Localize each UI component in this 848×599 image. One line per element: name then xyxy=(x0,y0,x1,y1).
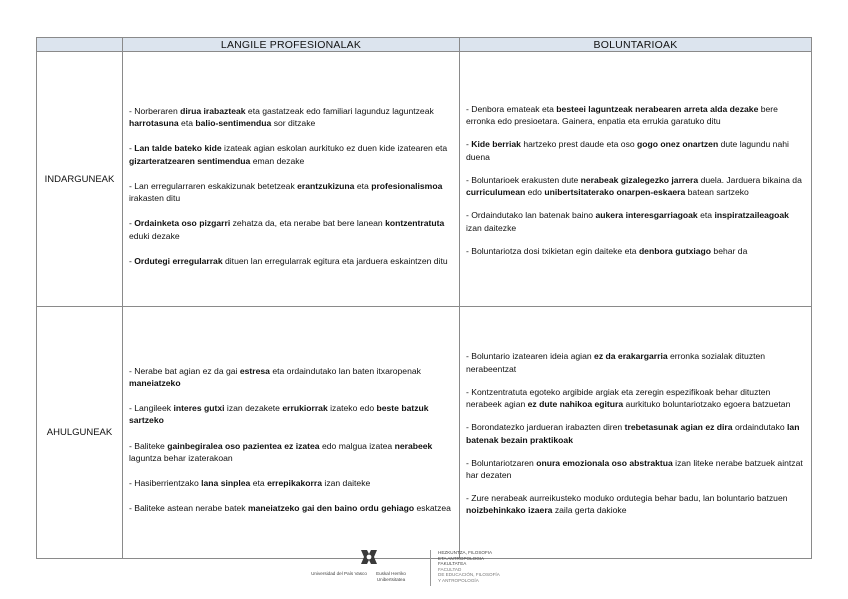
header-row xyxy=(37,38,812,52)
body-text: - Zure nerabeak aurreikusteko moduko ordutegia behar badu, lan boluntario batzuen xyxy=(466,493,788,504)
body-text: bere erronka edo presioetara. Gainera, enpatia eta errukia garatuko ditu xyxy=(466,104,778,127)
university-logo-icon xyxy=(358,548,380,566)
cell-indarguneak-boluntario xyxy=(460,52,812,307)
emphasis-text: interes gutxi xyxy=(173,403,225,414)
emphasis-text: nerabeak gizalegezko xyxy=(580,174,670,185)
body-text: dute lagundu nahi duena xyxy=(466,139,789,162)
emphasis-text: gizarteratzearen sentimendua xyxy=(129,155,251,166)
cell-ahulguneak-langile xyxy=(123,307,460,559)
body-text: - Boluntariotzaren xyxy=(466,457,537,468)
body-text: izan liteke nerabe batzuek aintzat har dezaten xyxy=(466,457,803,480)
body-text: behar da xyxy=(711,245,748,256)
emphasis-text: ez dute nahikoa egitura xyxy=(527,399,624,410)
body-text: izan daitezke xyxy=(466,222,517,233)
bullet-paragraph xyxy=(466,421,805,445)
body-text: - Lan erregularraren eskakizunak betetzeak xyxy=(129,180,298,191)
emphasis-text: nerabeek xyxy=(394,440,433,451)
emphasis-text: aukera interesgarriagoak xyxy=(595,210,698,221)
university-name-es: Universidad del País Vasco xyxy=(311,571,367,576)
body-text: - Denbora emateak eta xyxy=(466,104,557,115)
emphasis-text: inspiratzaileagoak xyxy=(714,210,789,221)
body-text: eduki dezake xyxy=(129,230,180,241)
bullet-paragraph xyxy=(466,457,805,481)
body-text: duela. Jarduera bikaina da xyxy=(698,174,802,185)
body-text: - Baliteke astean nerabe batek xyxy=(129,503,248,514)
body-text: - Kontzentratuta egoteko argibide argiak eta zeregin espezifikoak behar dituzten nerabeek agian xyxy=(466,386,771,410)
bullet-paragraph xyxy=(466,350,805,374)
faculty-name xyxy=(438,550,558,583)
body-text: - Baliteke xyxy=(129,440,168,451)
body-text: eskatzea xyxy=(414,503,451,514)
body-text: - Langileek xyxy=(129,403,174,414)
faculty-es-line: FACULTAD xyxy=(438,566,462,572)
body-text: - Norberaren xyxy=(129,106,181,117)
body-text: - xyxy=(129,218,135,229)
body-text: hartzeko prest daude eta oso xyxy=(520,139,638,150)
bullet-paragraph xyxy=(129,502,453,514)
body-text: eta gastatzeak edo familiari lagunduz laguntzeak xyxy=(245,106,434,117)
emphasis-text: Kide berriak xyxy=(471,139,521,150)
emphasis-text: jarrera xyxy=(671,174,699,185)
faculty-eu-line: ETA ANTROPOLOGIA xyxy=(438,555,485,561)
row-indarguneak xyxy=(37,52,812,307)
bullet-paragraph xyxy=(129,477,453,489)
header-langile-profesionalak: LANGILE PROFESIONALAK xyxy=(123,38,460,52)
body-text: batean sartzeko xyxy=(685,187,749,198)
body-text: edo xyxy=(525,187,545,198)
emphasis-text: Lan talde bateko kide xyxy=(134,143,222,154)
emphasis-text: maneiatzeko xyxy=(129,377,181,388)
body-text: zaila gerta dakioke xyxy=(552,505,627,516)
bullet-paragraph xyxy=(129,440,453,464)
emphasis-text: gainbegiralea oso pazientea ez izatea xyxy=(167,440,320,451)
body-text: - Boluntarioek erakusten dute xyxy=(466,174,581,185)
emphasis-text: maneiatzeko gai den baino ordu gehiago xyxy=(247,503,415,514)
footer xyxy=(300,548,560,592)
bullet-paragraph xyxy=(129,217,453,241)
emphasis-text: errepikakorra xyxy=(267,477,323,488)
body-text: - xyxy=(466,139,472,150)
emphasis-text: trebetasunak agian ez dira xyxy=(624,422,733,433)
faculty-es-line: Y ANTROPOLOGÍA xyxy=(438,577,479,583)
bullet-paragraph xyxy=(466,492,805,516)
body-text: izateko edo xyxy=(327,403,377,414)
body-text: - Nerabe bat agian ez da gai xyxy=(129,365,240,376)
emphasis-text: lana sinplea xyxy=(201,477,251,488)
body-text: - xyxy=(129,143,135,154)
faculty-eu-line: HEZKUNTZA, FILOSOFIA xyxy=(438,550,493,555)
body-text: eta xyxy=(354,180,372,191)
bullet-paragraph xyxy=(129,105,453,129)
faculty-es-line: DE EDUCACIÓN, FILOSOFÍA xyxy=(438,572,500,577)
bullet-paragraph xyxy=(129,142,453,166)
body-text: izan dezakete xyxy=(224,403,283,414)
cell-ahulguneak-boluntario xyxy=(460,307,812,559)
emphasis-text: estresa xyxy=(239,365,270,376)
header-boluntarioak: BOLUNTARIOAK xyxy=(460,38,812,52)
bullet-paragraph xyxy=(129,180,453,204)
bullet-paragraph xyxy=(466,138,805,162)
body-text: ordaindutako xyxy=(732,422,788,433)
faculty-eu-line: FAKULTATEA xyxy=(438,561,467,566)
body-text: laguntza behar izaterakoan xyxy=(129,452,233,463)
emphasis-text: onura emozionala oso abstraktua xyxy=(536,457,673,468)
footer-divider xyxy=(430,550,431,586)
body-text: zehatza da, eta nerabe bat bere lanean xyxy=(230,218,386,229)
bullet-paragraph xyxy=(466,209,805,233)
body-text: erronka sozialak dituzten nerabeentzat xyxy=(466,351,766,374)
body-text: sor ditzake xyxy=(271,118,316,129)
bullet-paragraph xyxy=(466,386,805,410)
body-text: dituen lan erregularrak egitura eta jarduera eskaintzen ditu xyxy=(222,255,448,266)
emphasis-text: profesionalismoa xyxy=(371,180,443,191)
emphasis-text: beste batzuk sartzeko xyxy=(129,403,429,426)
body-text: izateak agian eskolan aurkituko ez duen kide izatearen eta xyxy=(221,143,448,154)
bullet-paragraph xyxy=(129,402,453,426)
bullet-paragraph xyxy=(466,174,805,198)
cell-indarguneak-langile xyxy=(123,52,460,307)
body-text: - Boluntario izatearen ideia agian xyxy=(466,351,595,362)
emphasis-text: curriculumean xyxy=(466,187,526,198)
emphasis-text: unibertsitaterako onarpen-eskaera xyxy=(544,187,686,198)
emphasis-text: kontzentratuta xyxy=(385,218,445,229)
emphasis-text: lan batenak bezain praktikoak xyxy=(466,422,800,445)
emphasis-text: harrotasuna xyxy=(129,118,179,129)
emphasis-text: erantzukizuna xyxy=(297,180,355,191)
emphasis-text: noizbehinkako izaera xyxy=(466,505,553,516)
header-empty xyxy=(37,38,123,52)
body-text: - xyxy=(129,255,135,266)
body-text: izan daiteke xyxy=(322,477,371,488)
body-text: - Ordaindutako lan batenak baino xyxy=(466,210,596,221)
body-text: edo malgua izatea xyxy=(319,440,395,451)
body-text: eta xyxy=(697,210,715,221)
comparison-table xyxy=(36,37,812,559)
emphasis-text: Ordutegi erregularrak xyxy=(134,255,223,266)
emphasis-text: ez da erakargarria xyxy=(594,351,668,362)
body-text: eta xyxy=(178,118,196,129)
body-text: eta ordaindutako lan baten itxaropenak xyxy=(269,365,421,376)
row-ahulguneak xyxy=(37,307,812,559)
emphasis-text: gogo onez onartzen xyxy=(637,139,719,150)
emphasis-text: balio-sentimendua xyxy=(195,118,272,129)
row-label: INDARGUNEAK xyxy=(37,52,123,307)
body-text: - Borondatezko jardueran irabazten diren xyxy=(466,422,625,433)
emphasis-text: dirua irabazteak xyxy=(180,106,246,117)
bullet-paragraph xyxy=(466,103,805,127)
row-label: AHULGUNEAK xyxy=(37,307,123,559)
body-text: eman dezake xyxy=(250,155,305,166)
bullet-paragraph xyxy=(129,255,453,267)
emphasis-text: besteei laguntzeak nerabearen arreta alda dezake xyxy=(556,104,759,115)
bullet-paragraph xyxy=(466,245,805,257)
body-text: - Boluntariotza dosi txikietan egin daiteke eta xyxy=(466,245,639,256)
emphasis-text: Ordainketa oso pizgarri xyxy=(134,218,231,229)
body-text: aurkituko boluntariotzako egoera batzuetan xyxy=(623,399,791,410)
body-text: irakasten ditu xyxy=(129,193,181,204)
emphasis-text: denbora gutxiago xyxy=(638,245,712,256)
body-text: eta xyxy=(250,477,268,488)
body-text: - Hasiberrientzako xyxy=(129,477,202,488)
emphasis-text: errukiorrak xyxy=(282,403,328,414)
university-name-eu: Euskal Herriko Unibertsitatea xyxy=(376,571,406,582)
bullet-paragraph xyxy=(129,365,453,389)
